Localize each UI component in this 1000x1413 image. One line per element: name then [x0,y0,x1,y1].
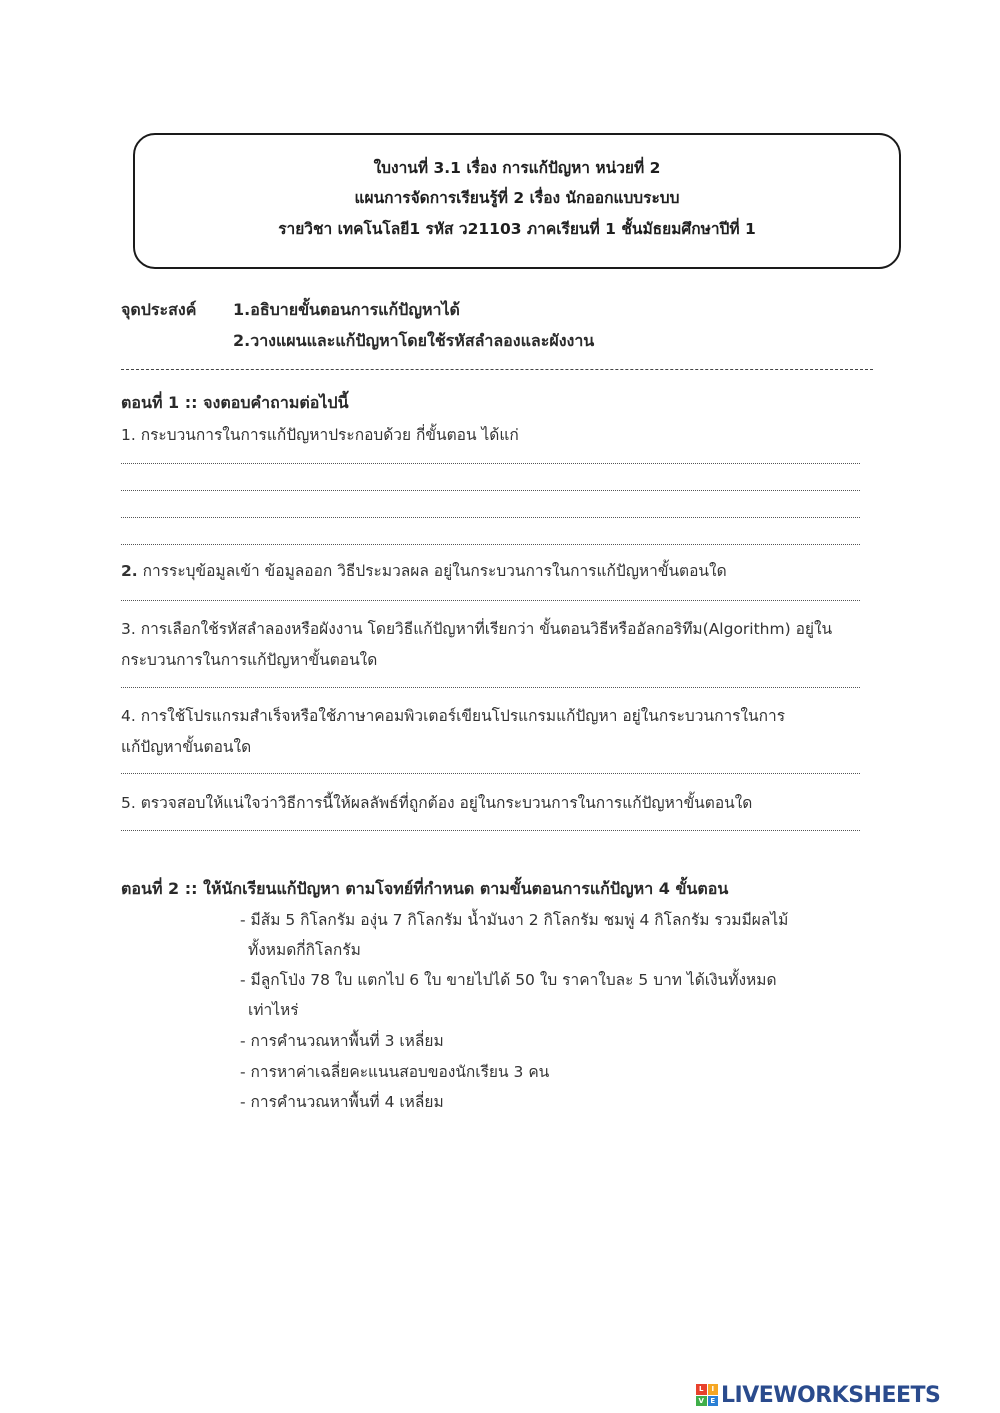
problem-1-line1: - มีส้ม 5 กิโลกรัม องุ่น 7 กิโลกรัม น้ำมันงา 2 กิโลกรัม ชมพู่ 4 กิโลกรัม รวมมีผลไม้ [240,911,789,929]
part1-title: ตอนที่ 1 :: จงตอบคำถามต่อไปนี้ [121,393,349,412]
course-info: รายวิชา เทคโนโลยี1 รหัส ว21103 ภาคเรียนที่ 1 ชั้นมัธยมศึกษาปีที่ 1 [278,220,756,238]
question-4-line2: แก้ปัญหาขั้นตอนใด [121,738,252,756]
objective-item: 2.วางแผนและแก้ปัญหาโดยใช้รหัสลำลองและผังงาน [233,331,595,350]
answer-line-q1-1[interactable] [121,463,860,464]
question-2 [121,558,727,583]
answer-line-q3[interactable] [121,687,860,688]
problem-2-line1: - มีลูกโป่ง 78 ใบ แตกไป 6 ใบ ขายไปได้ 50 ใบ ราคาใบละ 5 บาท ได้เงินทั้งหมด [240,971,777,989]
question-5: 5. ตรวจสอบให้แน่ใจว่าวิธีการนี้ให้ผลลัพธ์ที่ถูกต้อง อยู่ในกระบวนการในการแก้ปัญหาขั้นตอนใด [121,794,753,812]
question-3-line2: กระบวนการในการแก้ปัญหาขั้นตอนใด [121,651,378,669]
section-divider [121,369,873,370]
problem-5: - การคำนวณหาพื้นที่ 4 เหลี่ยม [240,1093,444,1111]
part2-title: ตอนที่ 2 :: ให้นักเรียนแก้ปัญหา ตามโจทย์ที่กำหนด ตามขั้นตอนการแก้ปัญหา 4 ขั้นตอน [121,879,729,898]
question-1: 1. กระบวนการในการแก้ปัญหาประกอบด้วย กี่ขั้นตอน ได้แก่ [121,426,519,444]
question-4-line1: 4. การใช้โปรแกรมสำเร็จหรือใช้ภาษาคอมพิวเตอร์เขียนโปรแกรมแก้ปัญหา อยู่ในกระบวนการในการ [121,707,786,725]
logo-mark-letter: I [708,1384,719,1395]
logo-mark-letter: V [696,1396,707,1407]
problem-3: - การคำนวณหาพื้นที่ 3 เหลี่ยม [240,1032,444,1050]
worksheet-title: ใบงานที่ 3.1 เรื่อง การแก้ปัญหา หน่วยที่ 2 [373,159,661,177]
problem-4: - การหาค่าเฉลี่ยคะแนนสอบของนักเรียน 3 คน [240,1063,550,1081]
problem-1-line2: ทั้งหมดกี่กิโลกรัม [248,941,361,959]
answer-line-q1-4[interactable] [121,544,860,545]
title-box [133,133,901,269]
answer-line-q1-2[interactable] [121,490,860,491]
objective-item: 1.อธิบายขั้นตอนการแก้ปัญหาได้ [233,300,460,319]
answer-line-q2[interactable] [121,600,860,601]
objectives-label: จุดประสงค์ [121,300,197,319]
logo-text: LIVEWORKSHEETS [721,1382,941,1408]
logo-mark-letter: L [696,1384,707,1395]
answer-line-q4[interactable] [121,773,860,774]
question-2-text: การระบุข้อมูลเข้า ข้อมูลออก วิธีประมวลผล อยู่ในกระบวนการในการแก้ปัญหาขั้นตอนใด [137,562,727,580]
answer-line-q1-3[interactable] [121,517,860,518]
question-3-line1: 3. การเลือกใช้รหัสลำลองหรือผังงาน โดยวิธีแก้ปัญหาที่เรียกว่า ขั้นตอนวิธีหรืออัลกอริทึม(Algorithm) อยู่ใน [121,620,833,638]
logo-mark-icon [696,1384,718,1406]
answer-line-q5[interactable] [121,830,860,831]
liveworksheets-logo [696,1380,996,1410]
question-2-number: 2. [121,562,138,580]
logo-mark-letter: E [708,1396,719,1407]
problem-2-line2: เท่าไหร่ [248,1001,299,1019]
lesson-plan-title: แผนการจัดการเรียนรู้ที่ 2 เรื่อง นักออกแบบระบบ [354,189,680,207]
